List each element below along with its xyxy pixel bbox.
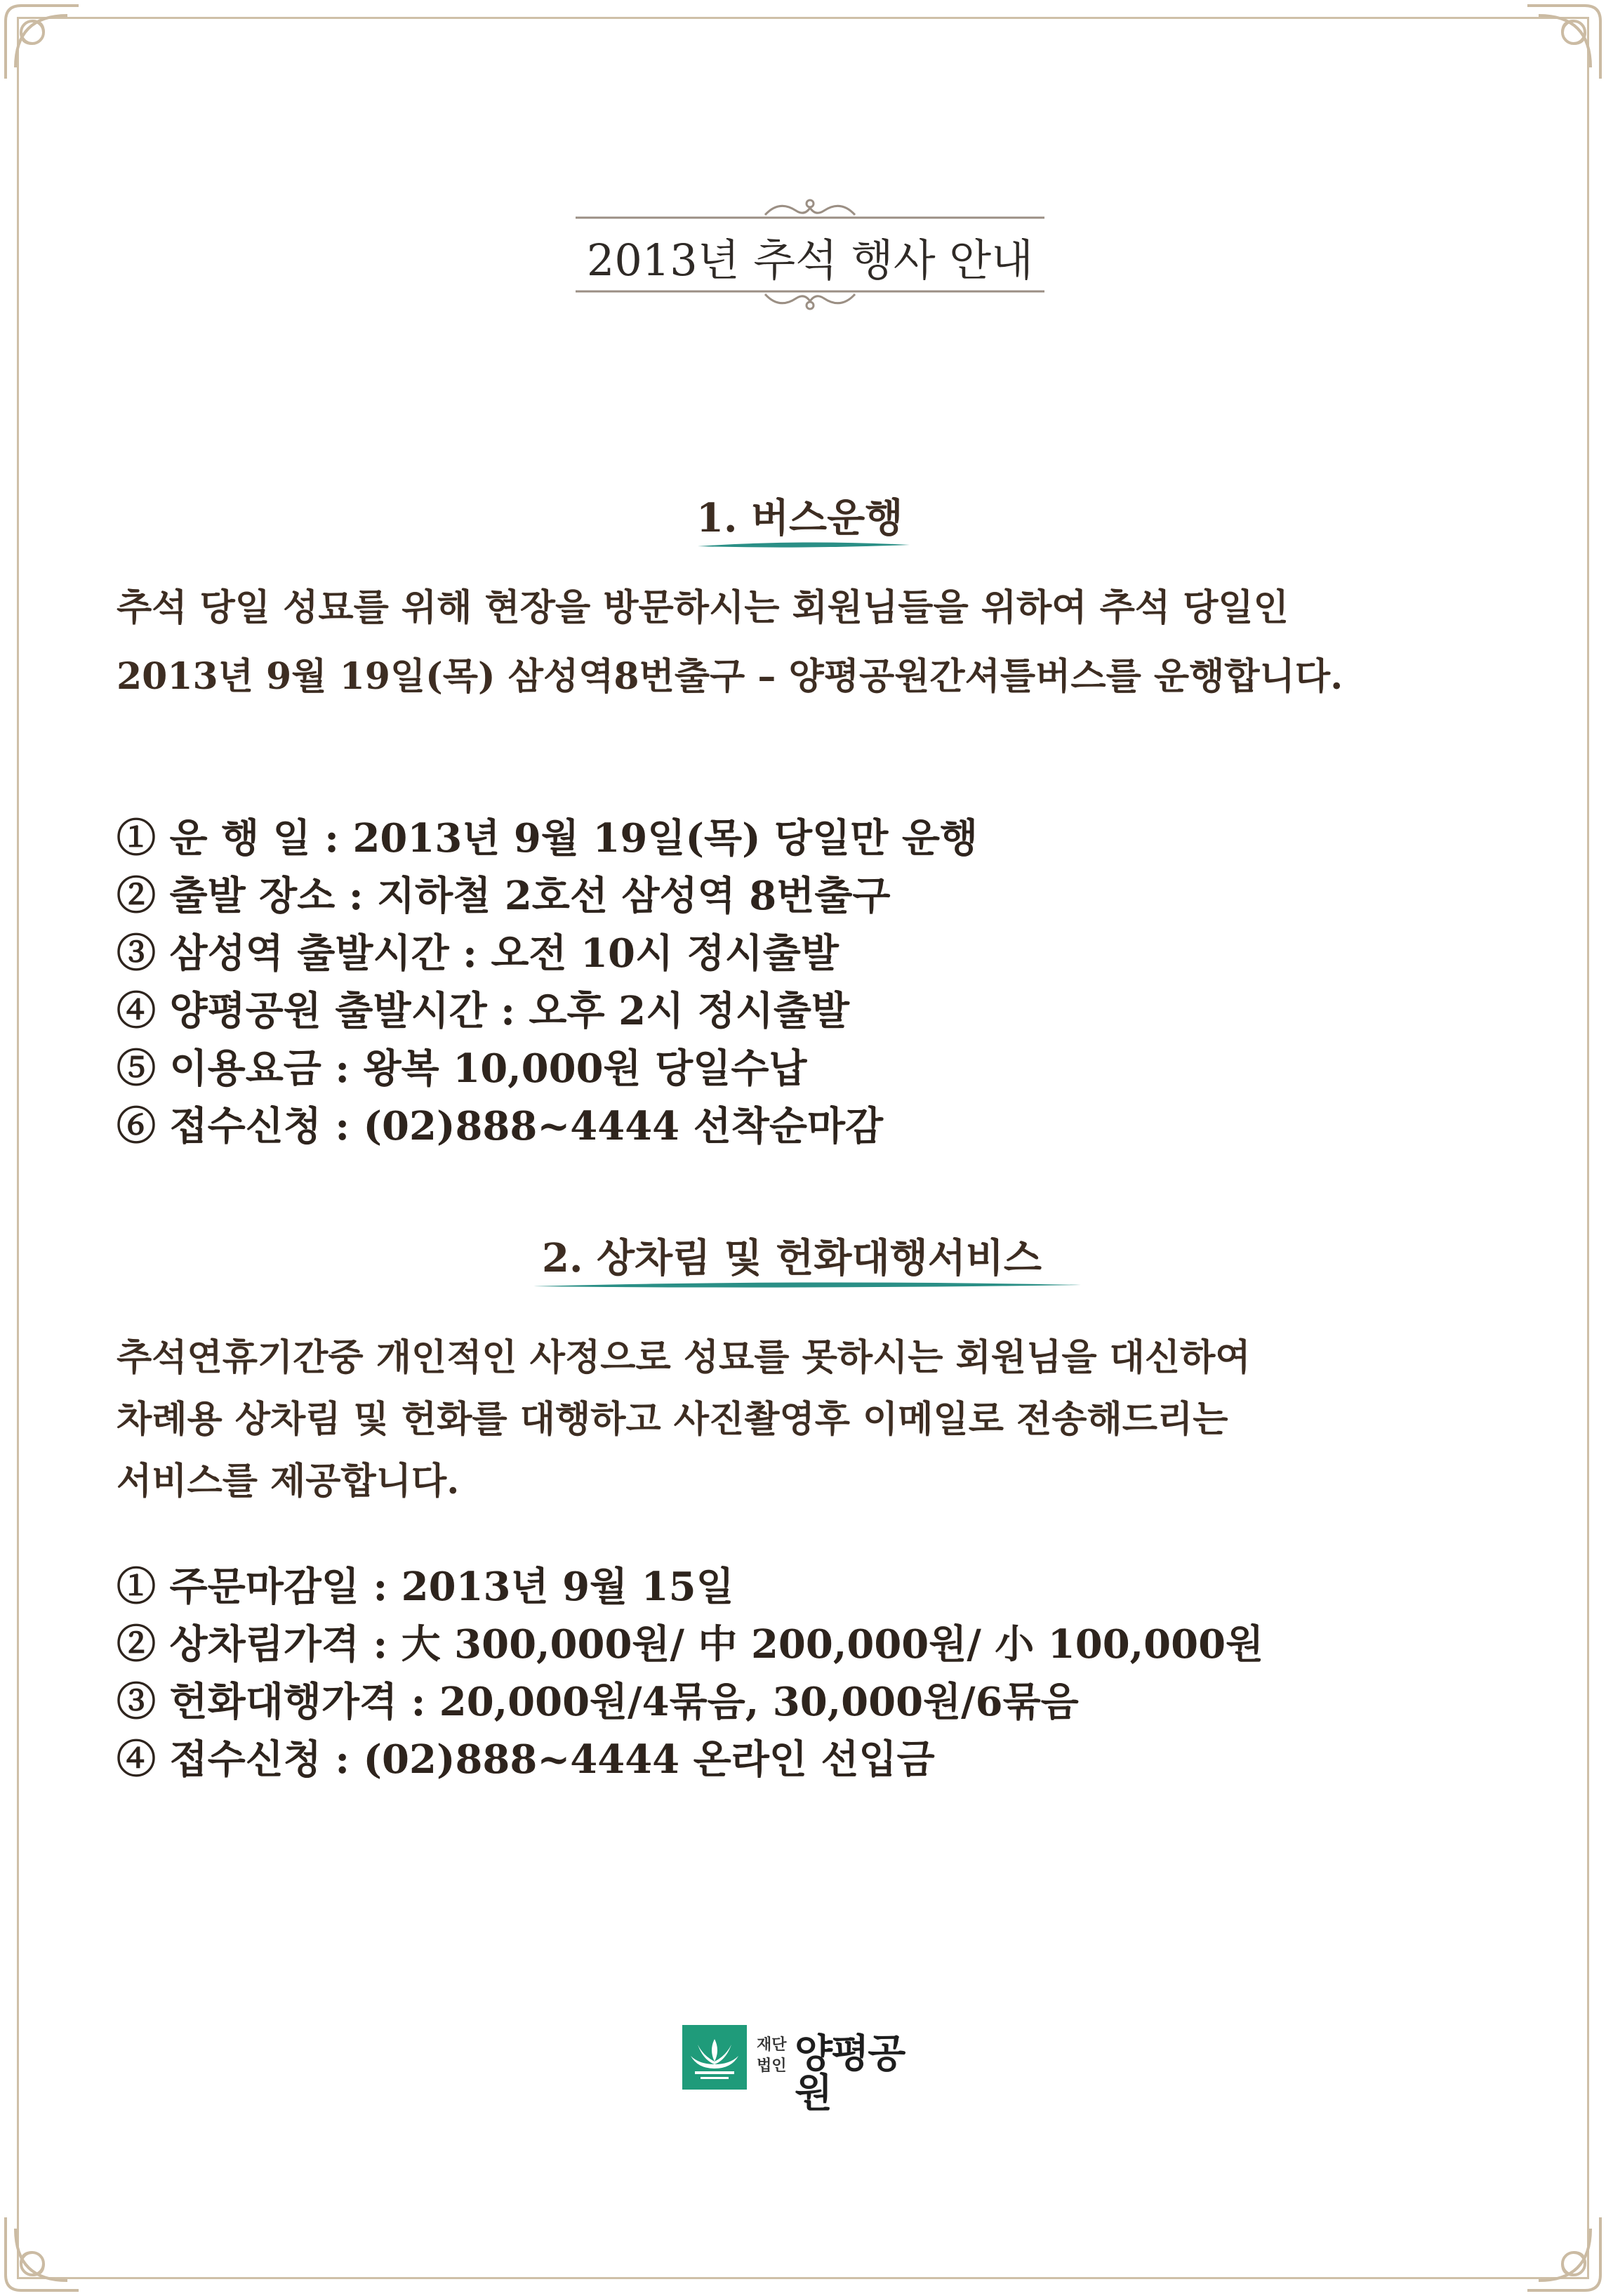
section2-list-item: ③ 헌화대행가격 : 20,000원/4묶음, 30,000원/6묶음 (117, 1679, 1079, 1725)
foundation-logo (682, 2025, 935, 2116)
title-ornament-bottom-icon (576, 284, 1044, 312)
section1-list-item: ⑥ 접수신청 : (02)888~4444 선착순마감 (117, 1103, 884, 1149)
section1-intro-line: 2013년 9월 19일(목) 삼성역8번출구 – 양평공원간셔틀버스를 운행합니다. (117, 655, 1343, 698)
corner-ornament-icon (0, 2212, 84, 2296)
section1-intro-line: 추석 당일 성묘를 위해 현장을 방문하시는 회원님들을 위하여 추석 당일인 (117, 586, 1289, 629)
lotus-logo-icon (682, 2025, 747, 2090)
section1-list-item: ④ 양평공원 출발시간 : 오후 2시 정시출발 (117, 988, 850, 1034)
section2-list-item: ② 상차림가격 : 大 300,000원/ 中 200,000원/ 小 100,000원 (117, 1621, 1264, 1668)
section2-intro-line: 추석연휴기간중 개인적인 사정으로 성묘를 못하시는 회원님을 대신하여 (117, 1336, 1251, 1379)
section1-heading: 1. 버스운행 (696, 495, 903, 541)
section1-list-item: ② 출발 장소 : 지하철 2호선 삼성역 8번출구 (117, 873, 891, 919)
logo-name: 양평공원 (795, 2031, 905, 2116)
corner-ornament-icon (0, 0, 84, 84)
section2-list-item: ① 주문마감일 : 2013년 9월 15일 (117, 1564, 734, 1610)
section1-list-item: ⑤ 이용요금 : 왕복 10,000원 당일수납 (117, 1045, 807, 1092)
section1-list-item: ① 운 행 일 : 2013년 9월 19일(목) 당일만 운행 (117, 815, 978, 862)
corner-ornament-icon (1522, 0, 1606, 84)
corner-ornament-icon (1522, 2212, 1606, 2296)
title-ornament-top-icon (576, 197, 1044, 225)
section2-intro-line: 서비스를 제공합니다. (117, 1460, 460, 1503)
section2-heading: 2. 상차림 및 헌화대행서비스 (542, 1235, 1042, 1281)
section2-intro-line: 차례용 상차림 및 헌화를 대행하고 사진촬영후 이메일로 전송해드리는 (117, 1398, 1228, 1441)
title-block (576, 197, 1044, 309)
logo-label-small: 재단 법인 (757, 2036, 787, 2075)
page-title: 2013년 추석 행사 안내 (586, 235, 1034, 286)
section2-underline (529, 1276, 1084, 1293)
section2-list-item: ④ 접수신청 : (02)888~4444 온라인 선입금 (117, 1736, 935, 1783)
section1-underline (695, 536, 912, 553)
section1-list-item: ③ 삼성역 출발시간 : 오전 10시 정시출발 (117, 930, 839, 977)
